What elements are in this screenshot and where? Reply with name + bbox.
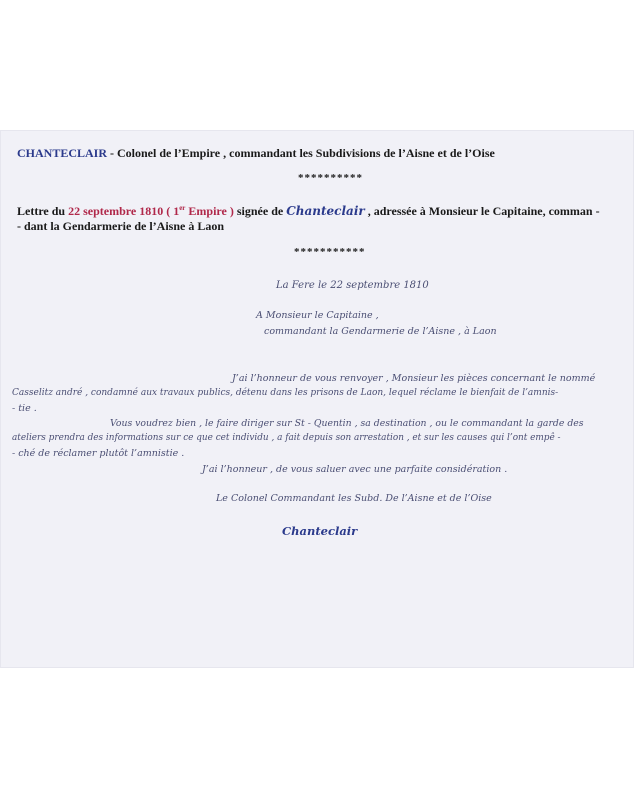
letter-closing-signature: Chanteclair: [282, 524, 358, 538]
intro-date-text: 22 septembre 1810 ( 1: [68, 204, 180, 218]
letter-paragraph-1-line-2: Casselitz andré , condamné aux travaux publics, détenu dans les prisons de Laon, lequel réclame le bienfait de l’amnis-: [12, 388, 559, 398]
letter-paragraph-2-line-2: ateliers prendra des informations sur ce que cet individu , a fait depuis son arrestation , et sur les causes qui l’ont empê -: [12, 433, 561, 443]
letter-paragraph-1-line-3: - tie .: [12, 403, 37, 414]
title-line: [17, 146, 495, 161]
letter-paragraph-3: J’ai l’honneur , de vous saluer avec une parfaite considération .: [202, 464, 508, 475]
intro-part3: , adressée à Monsieur le Capitaine, comman -: [364, 204, 600, 218]
intro-part2: signée de: [233, 204, 287, 218]
separator-stars-1: **********: [298, 172, 363, 184]
letter-place-date: La Fere le 22 septembre 1810: [276, 280, 429, 291]
intro-date-end: Empire ): [185, 204, 234, 218]
letter-addressee-2: commandant la Gendarmerie de l’Aisne , à Laon: [264, 326, 497, 337]
intro-signature: Chanteclair: [286, 204, 365, 218]
title-subtitle: - Colonel de l’Empire , commandant les Subdivisions de l’Aisne et de l’Oise: [107, 146, 495, 160]
intro-date: [68, 204, 234, 218]
separator-stars-2: ***********: [294, 246, 366, 258]
document-page: [0, 130, 634, 668]
letter-paragraph-2-line-3: - ché de réclamer plutôt l’amnistie .: [12, 448, 185, 459]
letter-paragraph-1-line-1: J’ai l’honneur de vous renvoyer , Monsieur les pièces concernant le nommé: [232, 373, 596, 384]
intro-date-sup: er: [179, 204, 186, 212]
intro-line-1: [17, 204, 600, 219]
title-name: CHANTECLAIR: [17, 146, 108, 160]
intro-line-2: - dant la Gendarmerie de l’Aisne à Laon: [17, 219, 224, 233]
letter-closing-title: Le Colonel Commandant les Subd. De l’Aisne et de l’Oise: [216, 493, 492, 504]
intro-part1: Lettre du: [17, 204, 69, 218]
letter-paragraph-2-line-1: Vous voudrez bien , le faire diriger sur St - Quentin , sa destination , ou le commandant la garde des: [110, 418, 584, 429]
letter-addressee-1: A Monsieur le Capitaine ,: [256, 310, 379, 321]
